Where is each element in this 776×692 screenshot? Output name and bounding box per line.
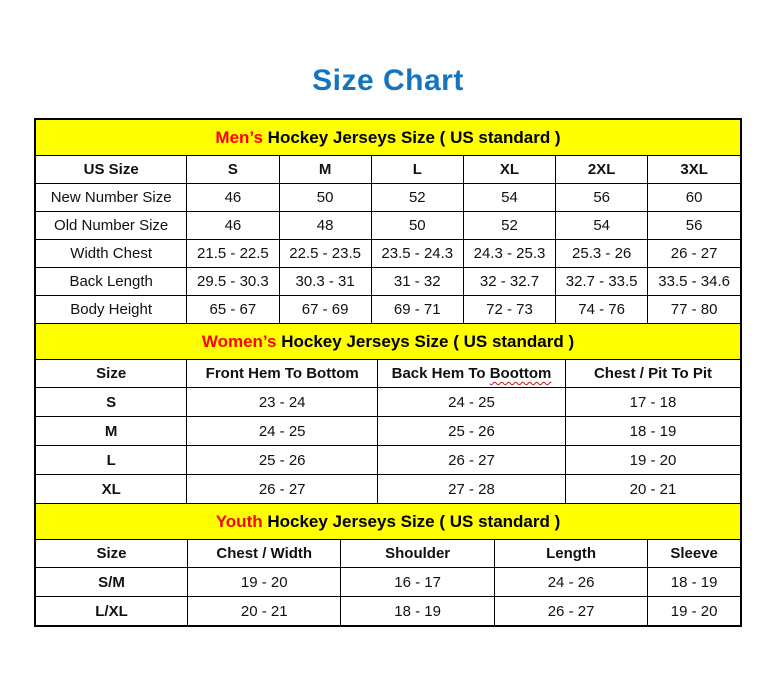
size-value-cell: 54: [463, 184, 555, 212]
column-header: [378, 360, 566, 388]
column-header: Chest / Width: [188, 540, 341, 568]
size-chart-container: [34, 118, 742, 627]
size-value-cell: 26 - 27: [187, 475, 378, 504]
row-label: M: [36, 417, 187, 446]
column-header: Size: [36, 360, 187, 388]
size-value-cell: 25 - 26: [187, 446, 378, 475]
row-label: Body Height: [36, 296, 187, 324]
size-value-cell: 52: [463, 212, 555, 240]
column-header: XL: [463, 156, 555, 184]
size-value-cell: 33.5 - 34.6: [648, 268, 740, 296]
size-value-cell: 72 - 73: [463, 296, 555, 324]
size-value-cell: 24 - 25: [187, 417, 378, 446]
size-value-cell: 20 - 21: [565, 475, 740, 504]
size-value-cell: 52: [371, 184, 463, 212]
column-header: Chest / Pit To Pit: [565, 360, 740, 388]
womens-section-header: [36, 323, 740, 360]
size-value-cell: 21.5 - 22.5: [187, 240, 279, 268]
header-row: [36, 540, 740, 568]
size-value-cell: 46: [187, 212, 279, 240]
column-header: Shoulder: [341, 540, 494, 568]
womens-label-rest: Hockey Jerseys Size ( US standard ): [276, 332, 575, 351]
column-header-text: Back Hem To: [391, 365, 490, 382]
column-header: Size: [36, 540, 188, 568]
size-value-cell: 56: [556, 184, 648, 212]
size-value-cell: 20 - 21: [188, 597, 341, 626]
table-row: [36, 268, 740, 296]
size-value-cell: 31 - 32: [371, 268, 463, 296]
womens-size-table: [36, 360, 740, 503]
table-row: [36, 240, 740, 268]
size-value-cell: 27 - 28: [378, 475, 566, 504]
size-value-cell: 48: [279, 212, 371, 240]
size-value-cell: 65 - 67: [187, 296, 279, 324]
row-label: S/M: [36, 568, 188, 597]
row-label: XL: [36, 475, 187, 504]
size-value-cell: 19 - 20: [188, 568, 341, 597]
table-row: [36, 597, 740, 626]
size-value-cell: 18 - 19: [341, 597, 494, 626]
row-label: Width Chest: [36, 240, 187, 268]
size-value-cell: 23 - 24: [187, 388, 378, 417]
table-row: [36, 446, 740, 475]
size-value-cell: 25 - 26: [378, 417, 566, 446]
section-mens-sizes: [36, 120, 740, 323]
table-row: [36, 475, 740, 504]
column-header: L: [371, 156, 463, 184]
size-value-cell: 26 - 27: [648, 240, 740, 268]
column-header: Length: [494, 540, 647, 568]
size-value-cell: 54: [556, 212, 648, 240]
size-value-cell: 32.7 - 33.5: [556, 268, 648, 296]
size-value-cell: 24 - 26: [494, 568, 647, 597]
youth-size-table: [36, 540, 740, 625]
size-value-cell: 50: [279, 184, 371, 212]
size-value-cell: 74 - 76: [556, 296, 648, 324]
size-value-cell: 56: [648, 212, 740, 240]
size-value-cell: 30.3 - 31: [279, 268, 371, 296]
row-label: S: [36, 388, 187, 417]
size-value-cell: 19 - 20: [648, 597, 740, 626]
size-value-cell: 16 - 17: [341, 568, 494, 597]
size-value-cell: 24.3 - 25.3: [463, 240, 555, 268]
size-value-cell: 29.5 - 30.3: [187, 268, 279, 296]
womens-label-highlight: Women’s: [201, 332, 277, 351]
column-header: 3XL: [648, 156, 740, 184]
youth-label-rest: Hockey Jerseys Size ( US standard ): [262, 512, 561, 531]
section-womens-sizes: [36, 323, 740, 503]
size-value-cell: 25.3 - 26: [556, 240, 648, 268]
size-value-cell: 67 - 69: [279, 296, 371, 324]
size-value-cell: 18 - 19: [648, 568, 740, 597]
page-title: Size Chart: [312, 64, 464, 97]
size-value-cell: 26 - 27: [494, 597, 647, 626]
size-value-cell: 17 - 18: [565, 388, 740, 417]
column-header: Front Hem To Bottom: [187, 360, 378, 388]
row-label: Back Length: [36, 268, 187, 296]
header-row: [36, 360, 740, 388]
size-value-cell: 69 - 71: [371, 296, 463, 324]
size-value-cell: 46: [187, 184, 279, 212]
size-value-cell: 77 - 80: [648, 296, 740, 324]
size-value-cell: 22.5 - 23.5: [279, 240, 371, 268]
row-label: New Number Size: [36, 184, 187, 212]
row-label: L: [36, 446, 187, 475]
size-value-cell: 32 - 32.7: [463, 268, 555, 296]
size-value-cell: 26 - 27: [378, 446, 566, 475]
mens-size-table: [36, 156, 740, 323]
table-row: [36, 296, 740, 324]
misspelled-word: Boottom: [489, 365, 552, 382]
table-row: [36, 568, 740, 597]
size-value-cell: 18 - 19: [565, 417, 740, 446]
column-header: Sleeve: [648, 540, 740, 568]
header-row: [36, 156, 740, 184]
size-value-cell: 19 - 20: [565, 446, 740, 475]
column-header: M: [279, 156, 371, 184]
youth-section-header: [36, 503, 740, 540]
column-header: 2XL: [556, 156, 648, 184]
table-row: [36, 184, 740, 212]
size-value-cell: 23.5 - 24.3: [371, 240, 463, 268]
section-youth-sizes: [36, 503, 740, 625]
size-value-cell: 60: [648, 184, 740, 212]
size-value-cell: 50: [371, 212, 463, 240]
youth-label-highlight: Youth: [215, 512, 263, 531]
size-value-cell: 24 - 25: [378, 388, 566, 417]
table-row: [36, 417, 740, 446]
table-row: [36, 212, 740, 240]
mens-label-rest: Hockey Jerseys Size ( US standard ): [262, 128, 561, 147]
table-row: [36, 388, 740, 417]
mens-label-highlight: Men’s: [215, 128, 263, 147]
column-header: S: [187, 156, 279, 184]
row-label: L/XL: [36, 597, 188, 626]
column-header: US Size: [36, 156, 187, 184]
row-label: Old Number Size: [36, 212, 187, 240]
mens-section-header: [36, 120, 740, 156]
